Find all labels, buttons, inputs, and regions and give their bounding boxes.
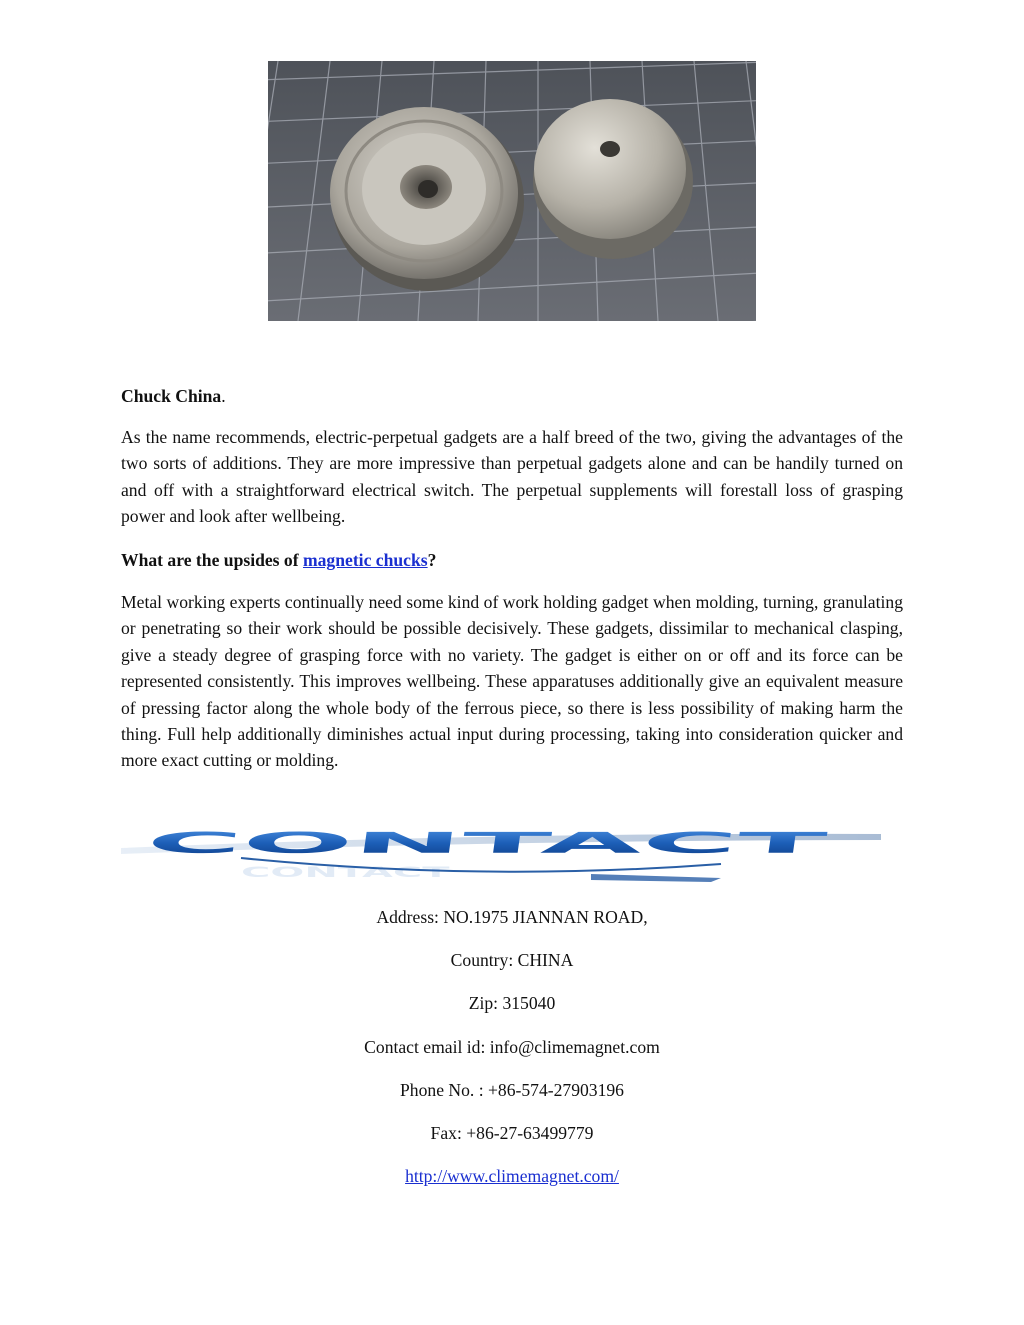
section-title-suffix: . (221, 386, 226, 406)
contact-phone: Phone No. : +86-574-27903196 (400, 1079, 624, 1100)
upsides-heading (121, 547, 903, 573)
upsides-heading-suffix: ? (427, 550, 437, 570)
contact-fax: Fax: +86-27-63499779 (430, 1122, 594, 1143)
contact-website-row (0, 1163, 1024, 1206)
magnets-illustration (268, 61, 756, 321)
banner-word: CONTACT (144, 826, 421, 860)
banner-reflection: CONTACT (241, 864, 450, 881)
contact-zip: Zip: 315040 (468, 993, 556, 1014)
product-photo (268, 61, 756, 321)
contact-country: Country: CHINA (450, 950, 574, 971)
intro-paragraph: As the name recommends, electric-perpetual gadgets are a half breed of the two, giving the advantages of the two sorts of additions. They are more impressive than perpetual gadgets alone and can be handily turned on and off with a straightforward electrical switch. The perpetual supplements will forestall loss of grasping power and look after wellbeing. (121, 427, 903, 527)
magnetic-chucks-link[interactable]: magnetic chucks (302, 550, 428, 570)
contact-banner (121, 812, 881, 886)
section-title (121, 383, 903, 409)
contact-details (0, 904, 1024, 1206)
upsides-heading-prefix: What are the upsides of (121, 550, 303, 570)
contact-address: Address: NO.1975 JIANNAN ROAD, (376, 907, 648, 927)
upsides-paragraph: Metal working experts continually need some kind of work holding gadget when molding, turning, granulating or penetrating so their work should be possible decisively. These gadgets, dissimilar to mechanical clasping, give a steady degree of grasping force with no variety. The gadget is either on or off and its force can be represented consistently. This improves wellbeing. These apparatuses additionally give an equivalent measure of pressing factor along the whole body of the ferrous piece, so there is less possibility of making harm the thing. Full help additionally diminishes actual input during processing, taking into consideration quicker and more exact cutting or molding. (121, 592, 903, 771)
website-link[interactable]: http://www.climemagnet.com/ (405, 1166, 619, 1187)
section-title-text: Chuck China (121, 386, 222, 406)
contact-email: Contact email id: info@climemagnet.com (364, 1036, 660, 1057)
banner-swoosh-tail (591, 874, 721, 882)
